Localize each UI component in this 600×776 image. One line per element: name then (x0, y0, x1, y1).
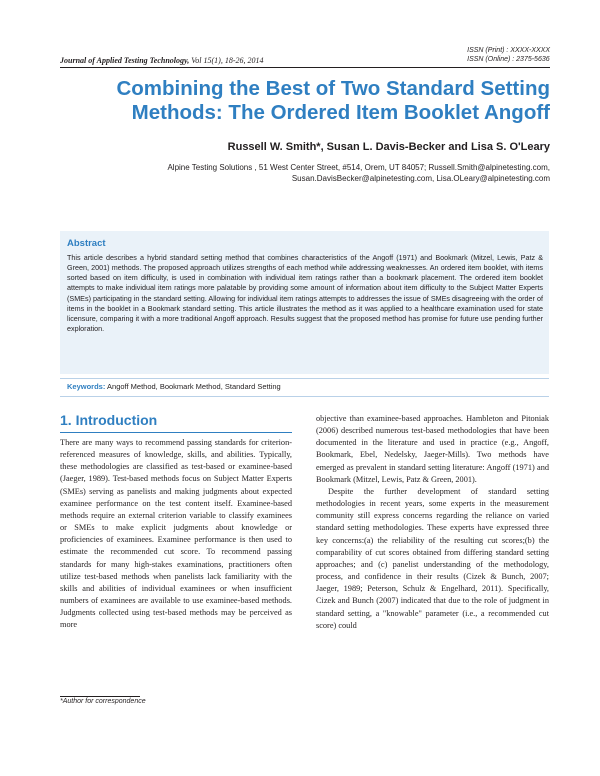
footnote-rule (60, 696, 140, 697)
body-paragraph: There are many ways to recommend passing standards for criterion-referenced measures of knowledge, skills, and abilities. Typically, these methodologies are classified as test-based or examinee-based (Jaeger, 1989). Test-based methods focus on Subject Matter Experts (SMEs) serving as panelists and making judgments about expected examinee performance on the test content itself. Examinee-based methods require an external criterion variable to classify examinees or SMEs to make explicit judgments about knowledge or proficiencies of examinees. Examinee performance is then used to estimate the recommended cut score. To recommend passing standards for many high-stakes examinations, practitioners often utilize test-based methods when panelists lack familiarity with the skills and abilities of individual examinees or when insufficient numbers of examinees are available to use examinee-based methods. Judgments collected using test-based methods may be perceived as more (60, 438, 292, 630)
issn-block (467, 46, 550, 64)
keywords-values: Angoff Method, Bookmark Method, Standard Setting (107, 382, 281, 391)
journal-name: Journal of Applied Testing Technology, (60, 56, 190, 65)
article-title (60, 77, 550, 125)
keywords-label: Keywords: (67, 382, 106, 391)
body-column-left (60, 437, 292, 632)
section-heading-rule (60, 432, 292, 433)
affiliation-line-2: Susan.DavisBecker@alpinetesting.com, Lisa.OLeary@alpinetesting.com (291, 174, 550, 183)
header-divider (60, 67, 550, 68)
title-line-1: Combining the Best of Two Standard Setting (116, 77, 550, 100)
abstract-heading: Abstract (67, 238, 106, 249)
body-paragraph: objective than examinee-based approaches. Hambleton and Pitoniak (2006) described numerous test-based methodologies that have been documented in the literature and used in practice (e.g., Angoff, Bookmark, Ebel, Nedelsky, Jaeger-Mills). Two methods have emerged as prevalent in standard setting literature: Angoff (1971) and Bookmark (Mitzel, Lewis, Patz & Green, 2001). (316, 414, 549, 484)
section-title: Introduction (75, 412, 158, 428)
keywords (67, 382, 281, 391)
body-paragraph: Despite the further development of standard setting methodologies in recent years, some experts in the measurement community still express concerns regarding the reliance on varied standard setting methodologies. These experts have expressed three key concerns:(a) the reliability of the resulting cut scores;(b) the comparability of cut scores obtained from differing standard setting approaches; and (c) panelist understanding of the methodology, process, and confidence in their results (Cizek & Bunch, 2007; Jaeger, 1989; Peterson, Schulz & Engelhard, 2011). Specifically, Cizek and Bunch (2007) indicated that due to the role of judgment in standard setting, a "knowable" parameter (i.e., a recommended cut score) could (316, 486, 549, 630)
issn-online: ISSN (Online) : 2375-5636 (467, 56, 550, 63)
keywords-bottom-rule (60, 396, 549, 397)
author-list: Russell W. Smith*, Susan L. Davis-Becker and Lisa S. O'Leary (227, 141, 550, 153)
journal-volume: Vol 15(1), 18-26, 2014 (191, 56, 264, 65)
section-number: 1. (60, 412, 72, 428)
abstract-text: This article describes a hybrid standard setting method that combines characteristics of the Angoff (1971) and Bookmark (Mitzel, Lewis, Patz & Green, 2001) methods. The proposed approach utilizes strengths of each method while addressing weaknesses. An ordered item booklet, with items sorted based on item difficulty, is used in combination with individual item ratings rather than a bookmark placement. The ordered item booklet attempts to make individual item ratings more palatable by providing some amount of information about item difficulty to the Subject Matter Experts (SMEs) participating in the standard setting. Allowing for individual item ratings attempts to addresses the issue of SMEs disagreeing with the order of items in the booklet in a Bookmark standard setting. This article illustrates the method as it was applied to a healthcare examination used for state licensure, comparing it with a more traditional Angoff approach. Results suggest that the proposed method has promise for future use pending further exploration. (67, 253, 543, 334)
section-heading-introduction (60, 412, 157, 428)
title-line-2: Methods: The Ordered Item Booklet Angoff (131, 101, 550, 124)
journal-citation (60, 56, 264, 65)
affiliation-line-1: Alpine Testing Solutions , 51 West Center Street, #514, Orem, UT 84057; Russell.Smith@alpinetesting.com, (167, 163, 550, 172)
keywords-top-rule (60, 378, 549, 379)
issn-print: ISSN (Print) : XXXX-XXXX (467, 47, 550, 54)
body-column-right (316, 413, 549, 632)
affiliation (60, 162, 550, 184)
footnote: *Author for correspondence (60, 698, 146, 705)
